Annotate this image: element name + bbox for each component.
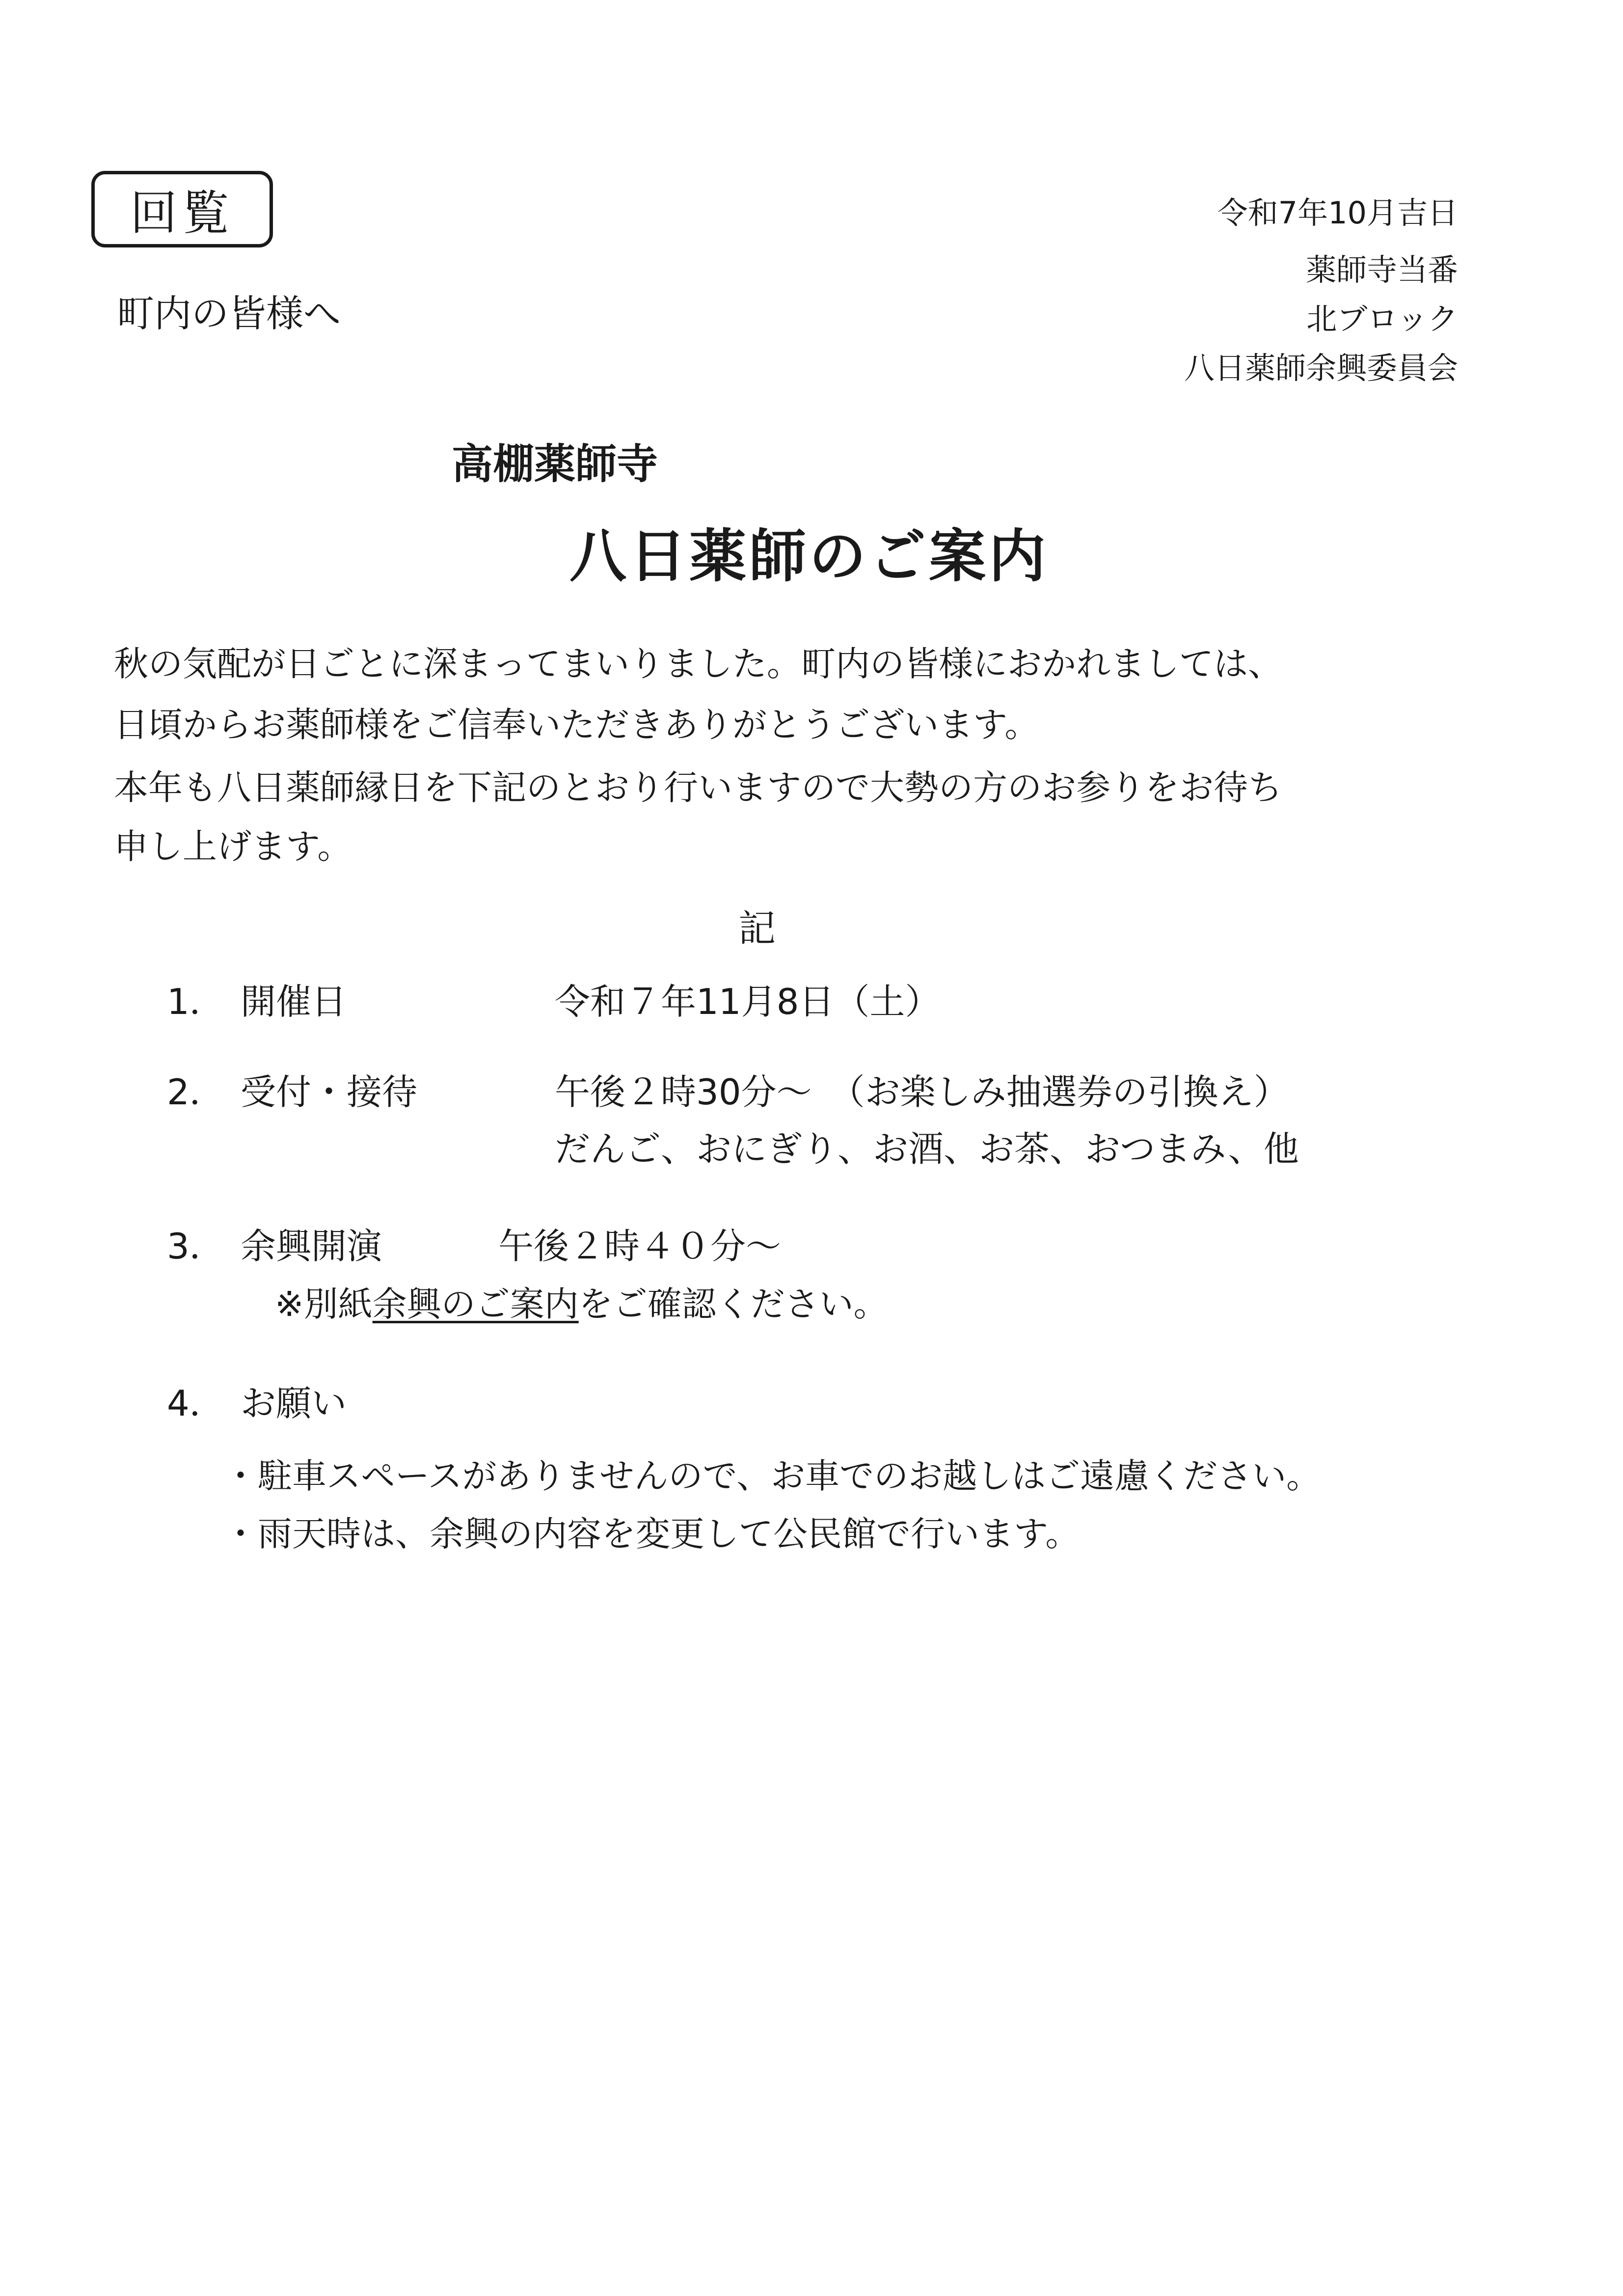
item-number: 3．	[167, 1226, 225, 1267]
body-line: 申し上げます。	[114, 826, 352, 867]
sender-line: 北ブロック	[1306, 301, 1458, 337]
item-note	[275, 1277, 888, 1326]
item-label: 受付・接待	[241, 1071, 418, 1113]
note-suffix: をご確認ください。	[578, 1284, 888, 1324]
enkyo-guide-reference: 余興のご案内	[372, 1284, 579, 1324]
body-line: 秋の気配が日ごとに深まってまいりました。町内の皆様におかれましては、	[114, 644, 1282, 684]
item-label: お願い	[241, 1383, 347, 1424]
page-title: 八日薬師のご案内	[569, 523, 1049, 590]
item-label: 余興開演	[241, 1226, 382, 1267]
temple-name: 高棚薬師寺	[452, 440, 658, 488]
request-line: ・雨天時は、余興の内容を変更して公民館で行います。	[223, 1514, 1080, 1554]
note-prefix: ※別紙	[275, 1284, 373, 1324]
kairan-stamp	[91, 171, 273, 247]
item-value: だんご、おにぎり、お酒、お茶、おつまみ、他	[555, 1128, 1299, 1170]
body-line: 日頃からお薬師様をご信奉いただきありがとうございます。	[114, 705, 1039, 745]
item-number: 2．	[167, 1071, 225, 1113]
item-value: 午後２時４０分～	[498, 1226, 782, 1267]
sender-line: 薬師寺当番	[1305, 252, 1458, 288]
item-number: 4．	[167, 1383, 225, 1424]
kairan-label: 回覧	[130, 185, 234, 241]
addressee: 町内の皆様へ	[117, 292, 341, 335]
sender-line: 八日薬師余興委員会	[1184, 350, 1458, 386]
ki-heading: 記	[738, 906, 776, 950]
issue-date: 令和7年10月吉日	[1217, 195, 1458, 231]
item-value: 午後２時30分～ （お楽しみ抽選券の引換え）	[555, 1071, 1289, 1113]
item-label: 開催日	[241, 981, 347, 1022]
request-line: ・駐車スペースがありませんので、お車でのお越しはご遠慮ください。	[223, 1456, 1321, 1496]
body-line: 本年も八日薬師縁日を下記のとおり行いますので大勢の方のお参りをお待ち	[114, 767, 1282, 808]
item-number: 1．	[167, 981, 225, 1022]
item-value: 令和７年11月8日（土）	[555, 981, 941, 1022]
